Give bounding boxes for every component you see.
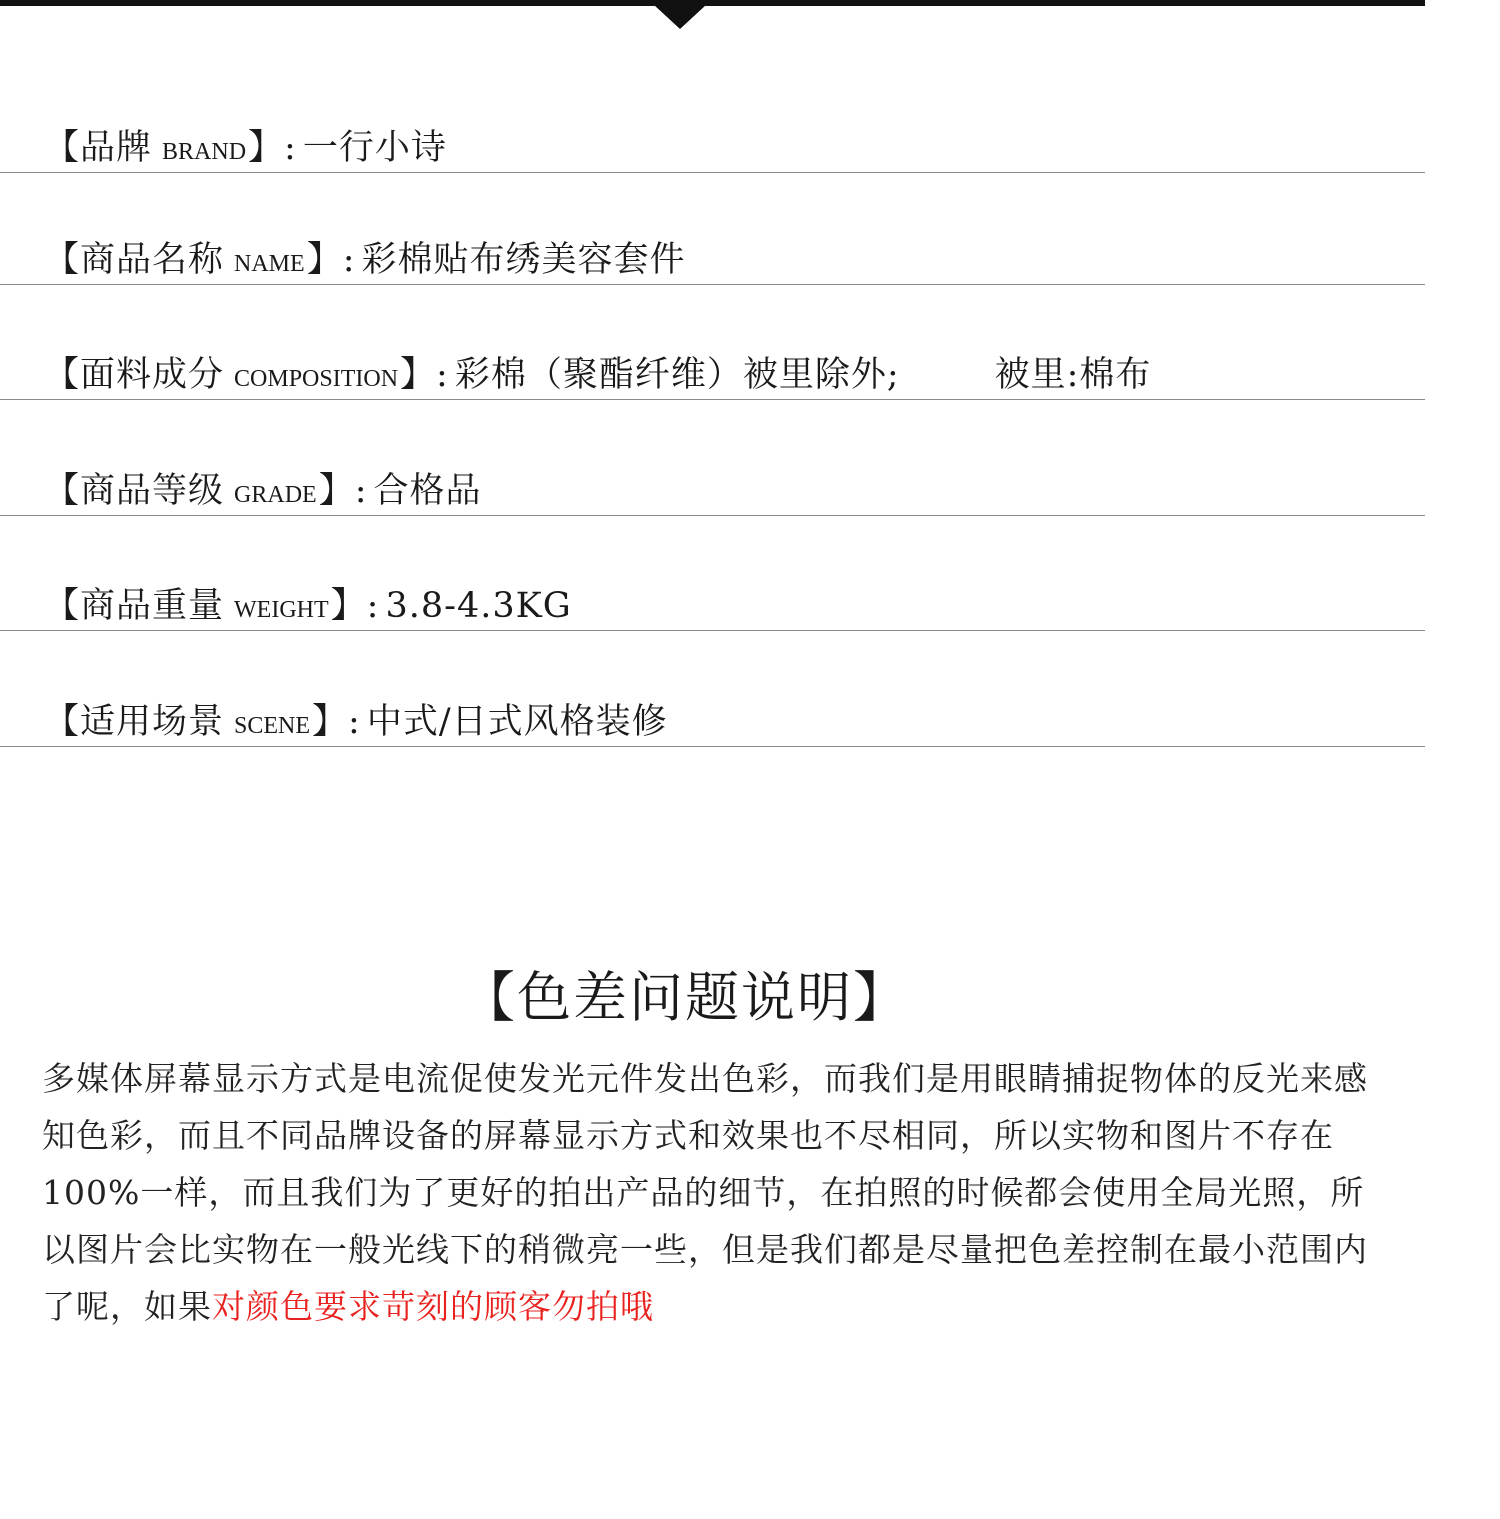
spec-label-en: GRADE [234, 482, 317, 508]
spec-grade-text [44, 463, 482, 513]
spec-value: 彩棉贴布绣美容套件 [361, 240, 686, 280]
spec-scene-text [44, 694, 668, 744]
spec-row-brand [0, 112, 1425, 173]
spec-row-grade [0, 455, 1425, 516]
spec-row-composition [0, 339, 1425, 400]
spec-row-name [0, 224, 1425, 285]
spec-label: 【品牌 [44, 128, 153, 168]
spec-value-extra: 被里:棉布 [994, 355, 1152, 395]
top-divider-bar [0, 0, 1425, 6]
spec-label: 【商品重量 [44, 586, 225, 626]
spec-composition-text [44, 347, 1151, 397]
spec-label-en: COMPOSITION [234, 366, 399, 392]
spec-label: 【商品等级 [44, 471, 225, 511]
spec-label: 【商品名称 [44, 240, 225, 280]
down-arrow-notch-icon [654, 5, 706, 29]
spec-label-close: 】: [306, 240, 356, 280]
spec-row-weight [0, 570, 1425, 631]
spec-label-en: SCENE [234, 713, 311, 739]
spec-brand-text [44, 120, 447, 170]
spec-value: 合格品 [373, 471, 482, 511]
notice-body-text: 多媒体屏幕显示方式是电流促使发光元件发出色彩，而我们是用眼睛捕捉物体的反光来感知色彩，而且不同品牌设备的屏幕显示方式和效果也不尽相同，所以实物和图片不存在100%一样，而且我们为了更好的拍出产品的细节，在拍照的时候都会使用全局光照，所以图片会比实物在一般光线下的稍微亮一些，但是我们都是尽量把色差控制在最小范围内了呢，如果 [42, 1059, 1368, 1326]
color-notice-body [42, 1050, 1387, 1335]
spec-weight-text [44, 578, 572, 628]
spec-value: 彩棉（聚酯纤维）被里除外; [454, 355, 900, 395]
spec-value: 3.8-4.3KG [385, 586, 572, 626]
spec-label-en: NAME [234, 251, 305, 277]
spec-label-close: 】: [248, 128, 297, 168]
spec-value: 中式/日式风格装修 [366, 702, 668, 742]
spec-value: 一行小诗 [302, 128, 447, 168]
spec-label-en: BRAND [162, 139, 247, 165]
notice-highlight-text: 对颜色要求苛刻的顾客勿拍哦 [212, 1287, 654, 1326]
spec-row-scene [0, 686, 1425, 747]
spec-label-close: 】: [330, 586, 380, 626]
spec-label-en: WEIGHT [234, 597, 329, 623]
spec-name-text [44, 232, 686, 282]
spec-label-close: 】: [312, 702, 361, 742]
spec-label: 【面料成分 [44, 355, 225, 395]
spec-label-close: 】: [400, 355, 449, 395]
spec-label: 【适用场景 [44, 702, 225, 742]
spec-label-close: 】: [318, 471, 368, 511]
color-notice-title: 【色差问题说明】 [461, 966, 909, 1029]
